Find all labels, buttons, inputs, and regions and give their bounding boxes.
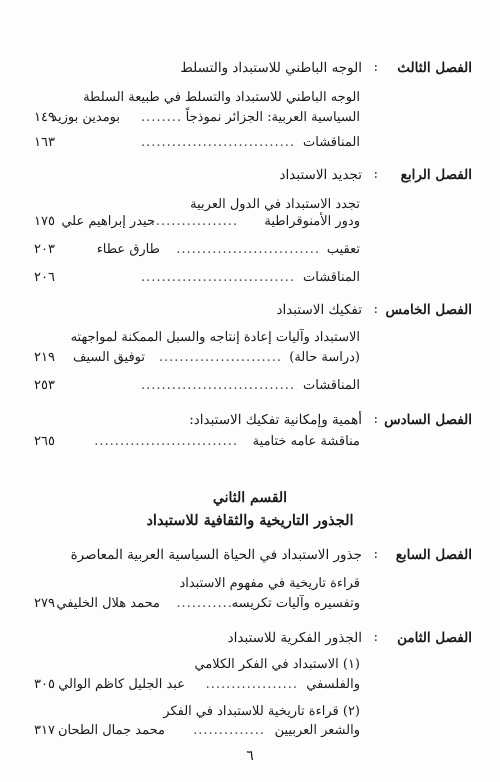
toc-page-number: ٢٥٣ — [34, 378, 55, 393]
toc-leader-dots: .............................. — [141, 270, 295, 285]
toc-page-number: ١٧٥ — [34, 214, 55, 229]
toc-leader-dots: .................. — [145, 214, 238, 229]
toc-entry-author: محمد هلال الخليفي — [56, 596, 160, 611]
toc-entry-text: الاستبداد وآليات إعادة إنتاجه والسبل الممكنة لمواجهته — [70, 330, 360, 345]
toc-entry-author: بومدين بوزيد — [51, 110, 120, 125]
chapter-label: الفصل الثامن — [397, 630, 472, 646]
toc-entry-text: وتفسيره وآليات تكريسه — [231, 596, 360, 611]
colon: : — [373, 60, 378, 75]
chapter-label: الفصل السادس — [384, 412, 472, 428]
section-title: القسم الثاني — [212, 490, 288, 506]
toc-entry-text: (دراسة حالة) — [289, 350, 360, 365]
toc-entry-text: ودور الأمنوقراطية — [264, 214, 360, 229]
chapter-label: الفصل الخامس — [385, 302, 472, 318]
chapter-title: الوجه الباطني للاستبداد والتسلط — [180, 60, 362, 76]
colon: : — [373, 547, 378, 562]
toc-leader-dots: ............................ — [176, 242, 320, 257]
toc-entry-text: والفلسفي — [306, 677, 360, 692]
toc-page-number: ٢١٩ — [34, 350, 55, 365]
chapter-title: الجذور الفكرية للاستبداد — [227, 630, 362, 646]
toc-page-number: ١٦٣ — [34, 135, 55, 150]
toc-entry-text: المناقشات — [303, 270, 360, 285]
chapter-label: الفصل الثالث — [397, 60, 472, 76]
colon: : — [373, 412, 378, 427]
toc-entry-text: والشعر العربيين — [274, 723, 360, 738]
toc-entry-author: توفيق السيف — [73, 350, 145, 365]
toc-leader-dots: .............................. — [141, 135, 295, 150]
toc-page-number: ٣٠٥ — [34, 677, 55, 692]
toc-page-number: ٢٠٦ — [34, 270, 55, 285]
toc-entry-author: حيدر إبراهيم علي — [61, 214, 155, 229]
chapter-title: جذور الاستبداد في الحياة السياسية العربية المعاصرة — [70, 547, 362, 563]
toc-entry-text: (٢) قراءة تاريخية للاستبداد في الفكر — [163, 704, 360, 719]
chapter-title: تفكيك الاستبداد — [276, 302, 362, 318]
toc-page-number: ٢٠٣ — [34, 242, 55, 257]
toc-entry-text: (١) الاستبداد في الفكر الكلامي — [194, 657, 360, 672]
colon: : — [373, 630, 378, 645]
toc-leader-dots: ............................ — [94, 434, 238, 449]
chapter-title: أهمية وإمكانية تفكيك الاستبداد: — [189, 412, 362, 428]
toc-leader-dots: ........ — [140, 110, 182, 125]
toc-leader-dots: ............ — [176, 596, 238, 611]
toc-entry-author: عبد الجليل كاظم الوالي — [58, 677, 185, 692]
section-subtitle: الجذور التاريخية والثقافية للاستبداد — [146, 512, 354, 529]
toc-page-number: ١٤٩ — [34, 110, 55, 125]
toc-entry-text: الوجه الباطني للاستبداد والتسلط في طبيعة السلطة — [83, 90, 360, 105]
toc-entry-text: تعقيب — [326, 242, 360, 257]
chapter-label: الفصل السابع — [395, 547, 472, 563]
toc-page-number: ٣١٧ — [34, 723, 55, 738]
colon: : — [373, 302, 378, 317]
toc-entry-text: قراءة تاريخية في مفهوم الاستبداد — [179, 576, 360, 591]
toc-entry-text: المناقشات — [303, 378, 360, 393]
chapter-label: الفصل الرابع — [400, 167, 472, 183]
toc-entry-text: تجدد الاستبداد في الدول العربية — [190, 197, 360, 212]
toc-entry-text: السياسية العربية: الجزائر نموذجاً — [185, 110, 360, 125]
toc-leader-dots: .............. — [193, 723, 265, 738]
toc-entry-text: مناقشة عامه ختامية — [252, 434, 360, 449]
toc-leader-dots: .................. — [205, 677, 298, 692]
colon: : — [373, 167, 378, 182]
chapter-title: تجديد الاستبداد — [279, 167, 362, 183]
toc-page-number: ٢٧٩ — [34, 596, 55, 611]
toc-entry-author: طارق عطاء — [96, 242, 160, 257]
toc-page-number: ٢٦٥ — [34, 434, 55, 449]
toc-entry-text: المناقشات — [303, 135, 360, 150]
toc-leader-dots: .............................. — [141, 378, 295, 393]
folio-page-number: ٦ — [246, 748, 254, 764]
toc-leader-dots: ........................ — [158, 350, 282, 365]
toc-entry-author: محمد جمال الطحان — [57, 723, 165, 738]
